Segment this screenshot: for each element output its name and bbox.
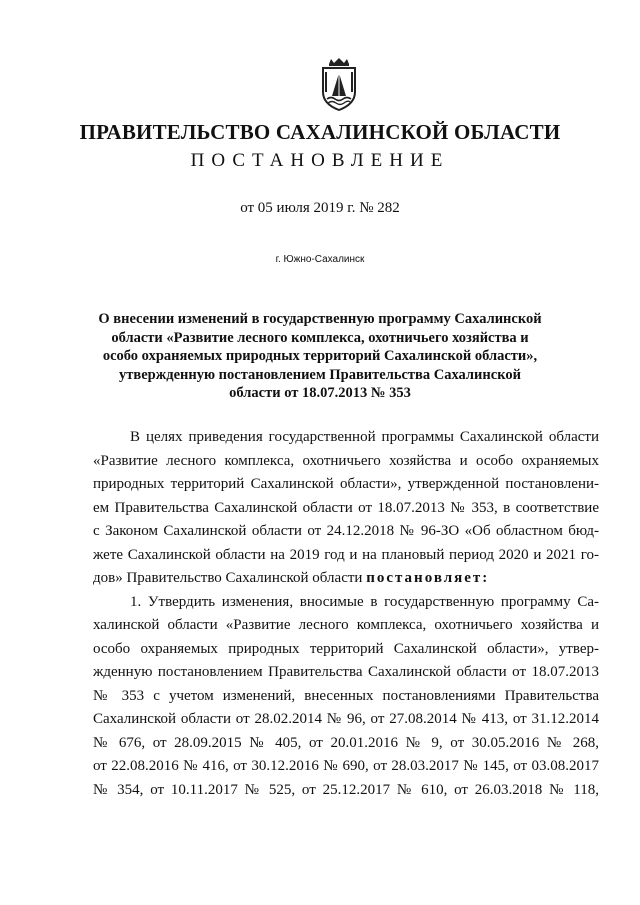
body-line: № 676, от 28.09.2015 № 405, от 20.01.2016 № 9, от 30.05.2016 № 268,: [93, 734, 599, 751]
body-line: природных территорий Сахалинской области», утвержденной постановлени-: [93, 476, 599, 492]
document-subject: [90, 310, 550, 403]
body-text-segment: дов» Правительство Сахалинской области: [93, 570, 363, 586]
body-line: особо охраняемых природных территорий Сахалинской области», утвер-: [93, 640, 599, 657]
document-date-number: от 05 июля 2019 г. № 282: [240, 200, 400, 216]
body-line: с Законом Сахалинской области от 24.12.2018 № 96-ЗО «Об областном бюд-: [93, 523, 599, 539]
body-line: [93, 567, 599, 591]
coat-of-arms-icon: [319, 58, 359, 112]
body-line: Сахалинской области от 28.02.2014 № 96, от 27.08.2014 № 413, от 31.12.2014: [93, 711, 599, 727]
body-line: халинской области «Развитие лесного комплекса, охотничьего хозяйства и: [93, 617, 599, 633]
decree-keyword: постановляет:: [366, 570, 490, 586]
subject-line: О внесении изменений в государственную программу Сахалинской: [98, 311, 542, 327]
subject-line: области от 18.07.2013 № 353: [229, 385, 411, 401]
subject-line: утвержденную постановлением Правительства Сахалинской: [119, 366, 521, 383]
body-line: жете Сахалинской области на 2019 год и на плановый период 2020 и 2021 го-: [93, 546, 599, 563]
body-line: № 353 с учетом изменений, внесенных постановлениями Правительства: [93, 687, 599, 704]
document-city: г. Южно-Сахалинск: [275, 254, 365, 265]
subject-line: особо охраняемых природных территорий Сахалинской области»,: [102, 348, 538, 364]
body-line: ем Правительства Сахалинской области от 18.07.2013 № 353, в соответствие: [93, 499, 599, 516]
government-title: ПРАВИТЕЛЬСТВО САХАЛИНСКОЙ ОБЛАСТИ: [79, 120, 561, 144]
body-line: № 354, от 10.11.2017 № 525, от 25.12.2017 № 610, от 26.03.2018 № 118,: [93, 781, 599, 798]
body-line: жденную постановлением Правительства Сахалинской области от 18.07.2013: [93, 664, 599, 680]
body-line: 1. Утвердить изменения, вносимые в государственную программу Са-: [130, 593, 599, 610]
body-line: от 22.08.2016 № 416, от 30.12.2016 № 690, от 28.03.2017 № 145, от 03.08.2017: [93, 758, 599, 774]
document-body: [93, 426, 599, 802]
body-line: «Развитие лесного комплекса, охотничьего хозяйства и особо охраняемых: [93, 452, 599, 469]
body-line: В целях приведения государственной программы Сахалинской области: [130, 429, 599, 445]
subject-line: области «Развитие лесного комплекса, охотничьего хозяйства и: [111, 329, 529, 346]
document-type: ПОСТАНОВЛЕНИЕ: [190, 150, 450, 171]
